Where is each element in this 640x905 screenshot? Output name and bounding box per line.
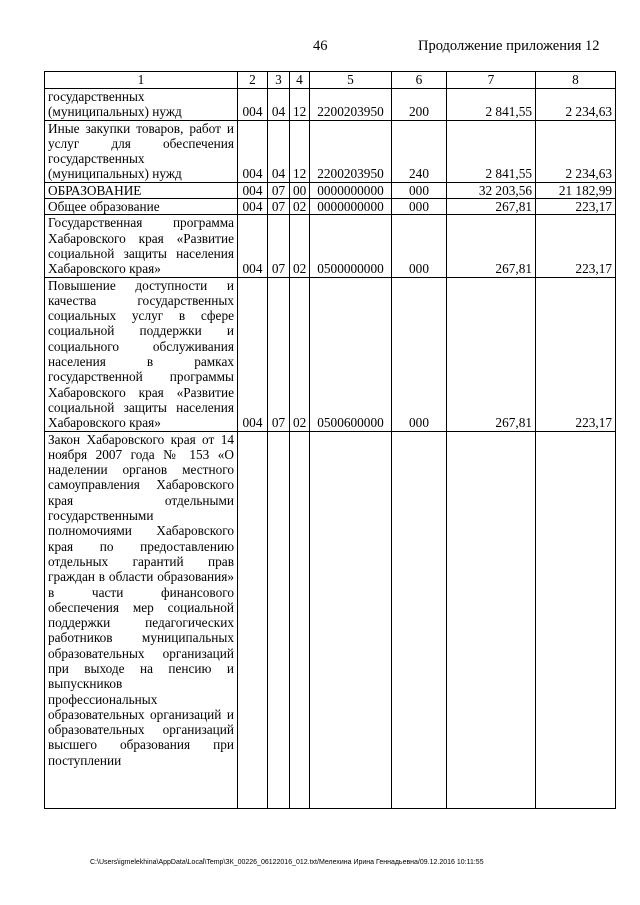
- row-name: ОБРАЗОВАНИЕ: [45, 182, 238, 198]
- cell-target: 0500000000: [310, 215, 392, 277]
- cell-expense-type: 000: [392, 199, 447, 215]
- continuation-label: Продолжение приложения 12: [418, 38, 600, 54]
- cell-section: 04: [268, 120, 290, 182]
- cell-target: 0000000000: [310, 182, 392, 198]
- cell-expense-type: 000: [392, 277, 447, 431]
- empty-cell: [536, 431, 616, 808]
- cell-amount-1: 2 841,55: [447, 89, 536, 121]
- cell-ministry: 004: [238, 120, 268, 182]
- row-name: государственных (муниципальных) нужд: [45, 89, 238, 121]
- empty-cell: [268, 431, 290, 808]
- cell-expense-type: 000: [392, 182, 447, 198]
- cell-amount-2: 223,17: [536, 277, 616, 431]
- column-number-row: [45, 72, 616, 89]
- table-row: [45, 182, 616, 198]
- cell-expense-type: 240: [392, 120, 447, 182]
- row-name: Общее образование: [45, 199, 238, 215]
- row-name: Закон Хабаровского края от 14 ноября 2007 года № 153 «О наделении органов местного самоуправления Хабаровского края отдельными государственными полномочиями Хабаровского края по предоставлению отдельных гарантий прав граждан в области образования» в части финансового обеспечения мер социальной поддержки педагогических работников муниципальных образовательных организаций при выходе на пенсию и выпускников профессиональных образовательных организаций и образовательных организаций высшего образования при поступлении: [45, 431, 238, 808]
- cell-amount-1: 267,81: [447, 199, 536, 215]
- cell-subsection: 12: [290, 120, 310, 182]
- row-name: Повышение доступности и качества государственных социальных услуг в сфере социальной поддержки и социального обслуживания населения в рамках государственной программы Хабаровского края «Развитие социальной защиты населения Хабаровского края»: [45, 277, 238, 431]
- cell-subsection: 02: [290, 215, 310, 277]
- column-header: 7: [447, 72, 536, 89]
- cell-ministry: 004: [238, 182, 268, 198]
- budget-table: [44, 71, 616, 809]
- cell-target: 0500600000: [310, 277, 392, 431]
- cell-amount-1: 32 203,56: [447, 182, 536, 198]
- empty-cell: [310, 431, 392, 808]
- row-name: Государственная программа Хабаровского края «Развитие социальной защиты населения Хабаровского края»: [45, 215, 238, 277]
- cell-amount-1: 267,81: [447, 215, 536, 277]
- cell-amount-2: 21 182,99: [536, 182, 616, 198]
- cell-subsection: 02: [290, 277, 310, 431]
- cell-section: 07: [268, 277, 290, 431]
- cell-target: 0000000000: [310, 199, 392, 215]
- table-row: [45, 89, 616, 121]
- cell-ministry: 004: [238, 89, 268, 121]
- empty-cell: [392, 431, 447, 808]
- cell-target: 2200203950: [310, 120, 392, 182]
- column-header: 4: [290, 72, 310, 89]
- column-header: 2: [238, 72, 268, 89]
- cell-subsection: 12: [290, 89, 310, 121]
- footer-path: C:\Users\igmelekhina\AppData\Local\Temp\ЗК_00226_06122016_012.txt/Мелехина Ирина Геннадьевна/09.12.2016 10:11:55: [90, 859, 484, 866]
- table-row: [45, 120, 616, 182]
- cell-target: 2200203950: [310, 89, 392, 121]
- cell-section: 07: [268, 199, 290, 215]
- column-header: 6: [392, 72, 447, 89]
- cell-ministry: 004: [238, 199, 268, 215]
- cell-amount-2: 223,17: [536, 215, 616, 277]
- cell-ministry: 004: [238, 277, 268, 431]
- cell-section: 04: [268, 89, 290, 121]
- cell-amount-2: 2 234,63: [536, 120, 616, 182]
- column-header: 8: [536, 72, 616, 89]
- table-row: [45, 199, 616, 215]
- cell-subsection: 00: [290, 182, 310, 198]
- cell-amount-1: 2 841,55: [447, 120, 536, 182]
- empty-cell: [447, 431, 536, 808]
- cell-ministry: 004: [238, 215, 268, 277]
- cell-amount-2: 2 234,63: [536, 89, 616, 121]
- cell-amount-2: 223,17: [536, 199, 616, 215]
- cell-expense-type: 200: [392, 89, 447, 121]
- column-header: 5: [310, 72, 392, 89]
- table-row: [45, 431, 616, 808]
- cell-subsection: 02: [290, 199, 310, 215]
- table-row: [45, 277, 616, 431]
- column-header: 1: [45, 72, 238, 89]
- cell-section: 07: [268, 215, 290, 277]
- cell-amount-1: 267,81: [447, 277, 536, 431]
- empty-cell: [290, 431, 310, 808]
- table-row: [45, 215, 616, 277]
- cell-expense-type: 000: [392, 215, 447, 277]
- row-name: Иные закупки товаров, работ и услуг для обеспечения государственных (муниципальных) нужд: [45, 120, 238, 182]
- empty-cell: [238, 431, 268, 808]
- page-number: 46: [313, 38, 328, 54]
- column-header: 3: [268, 72, 290, 89]
- cell-section: 07: [268, 182, 290, 198]
